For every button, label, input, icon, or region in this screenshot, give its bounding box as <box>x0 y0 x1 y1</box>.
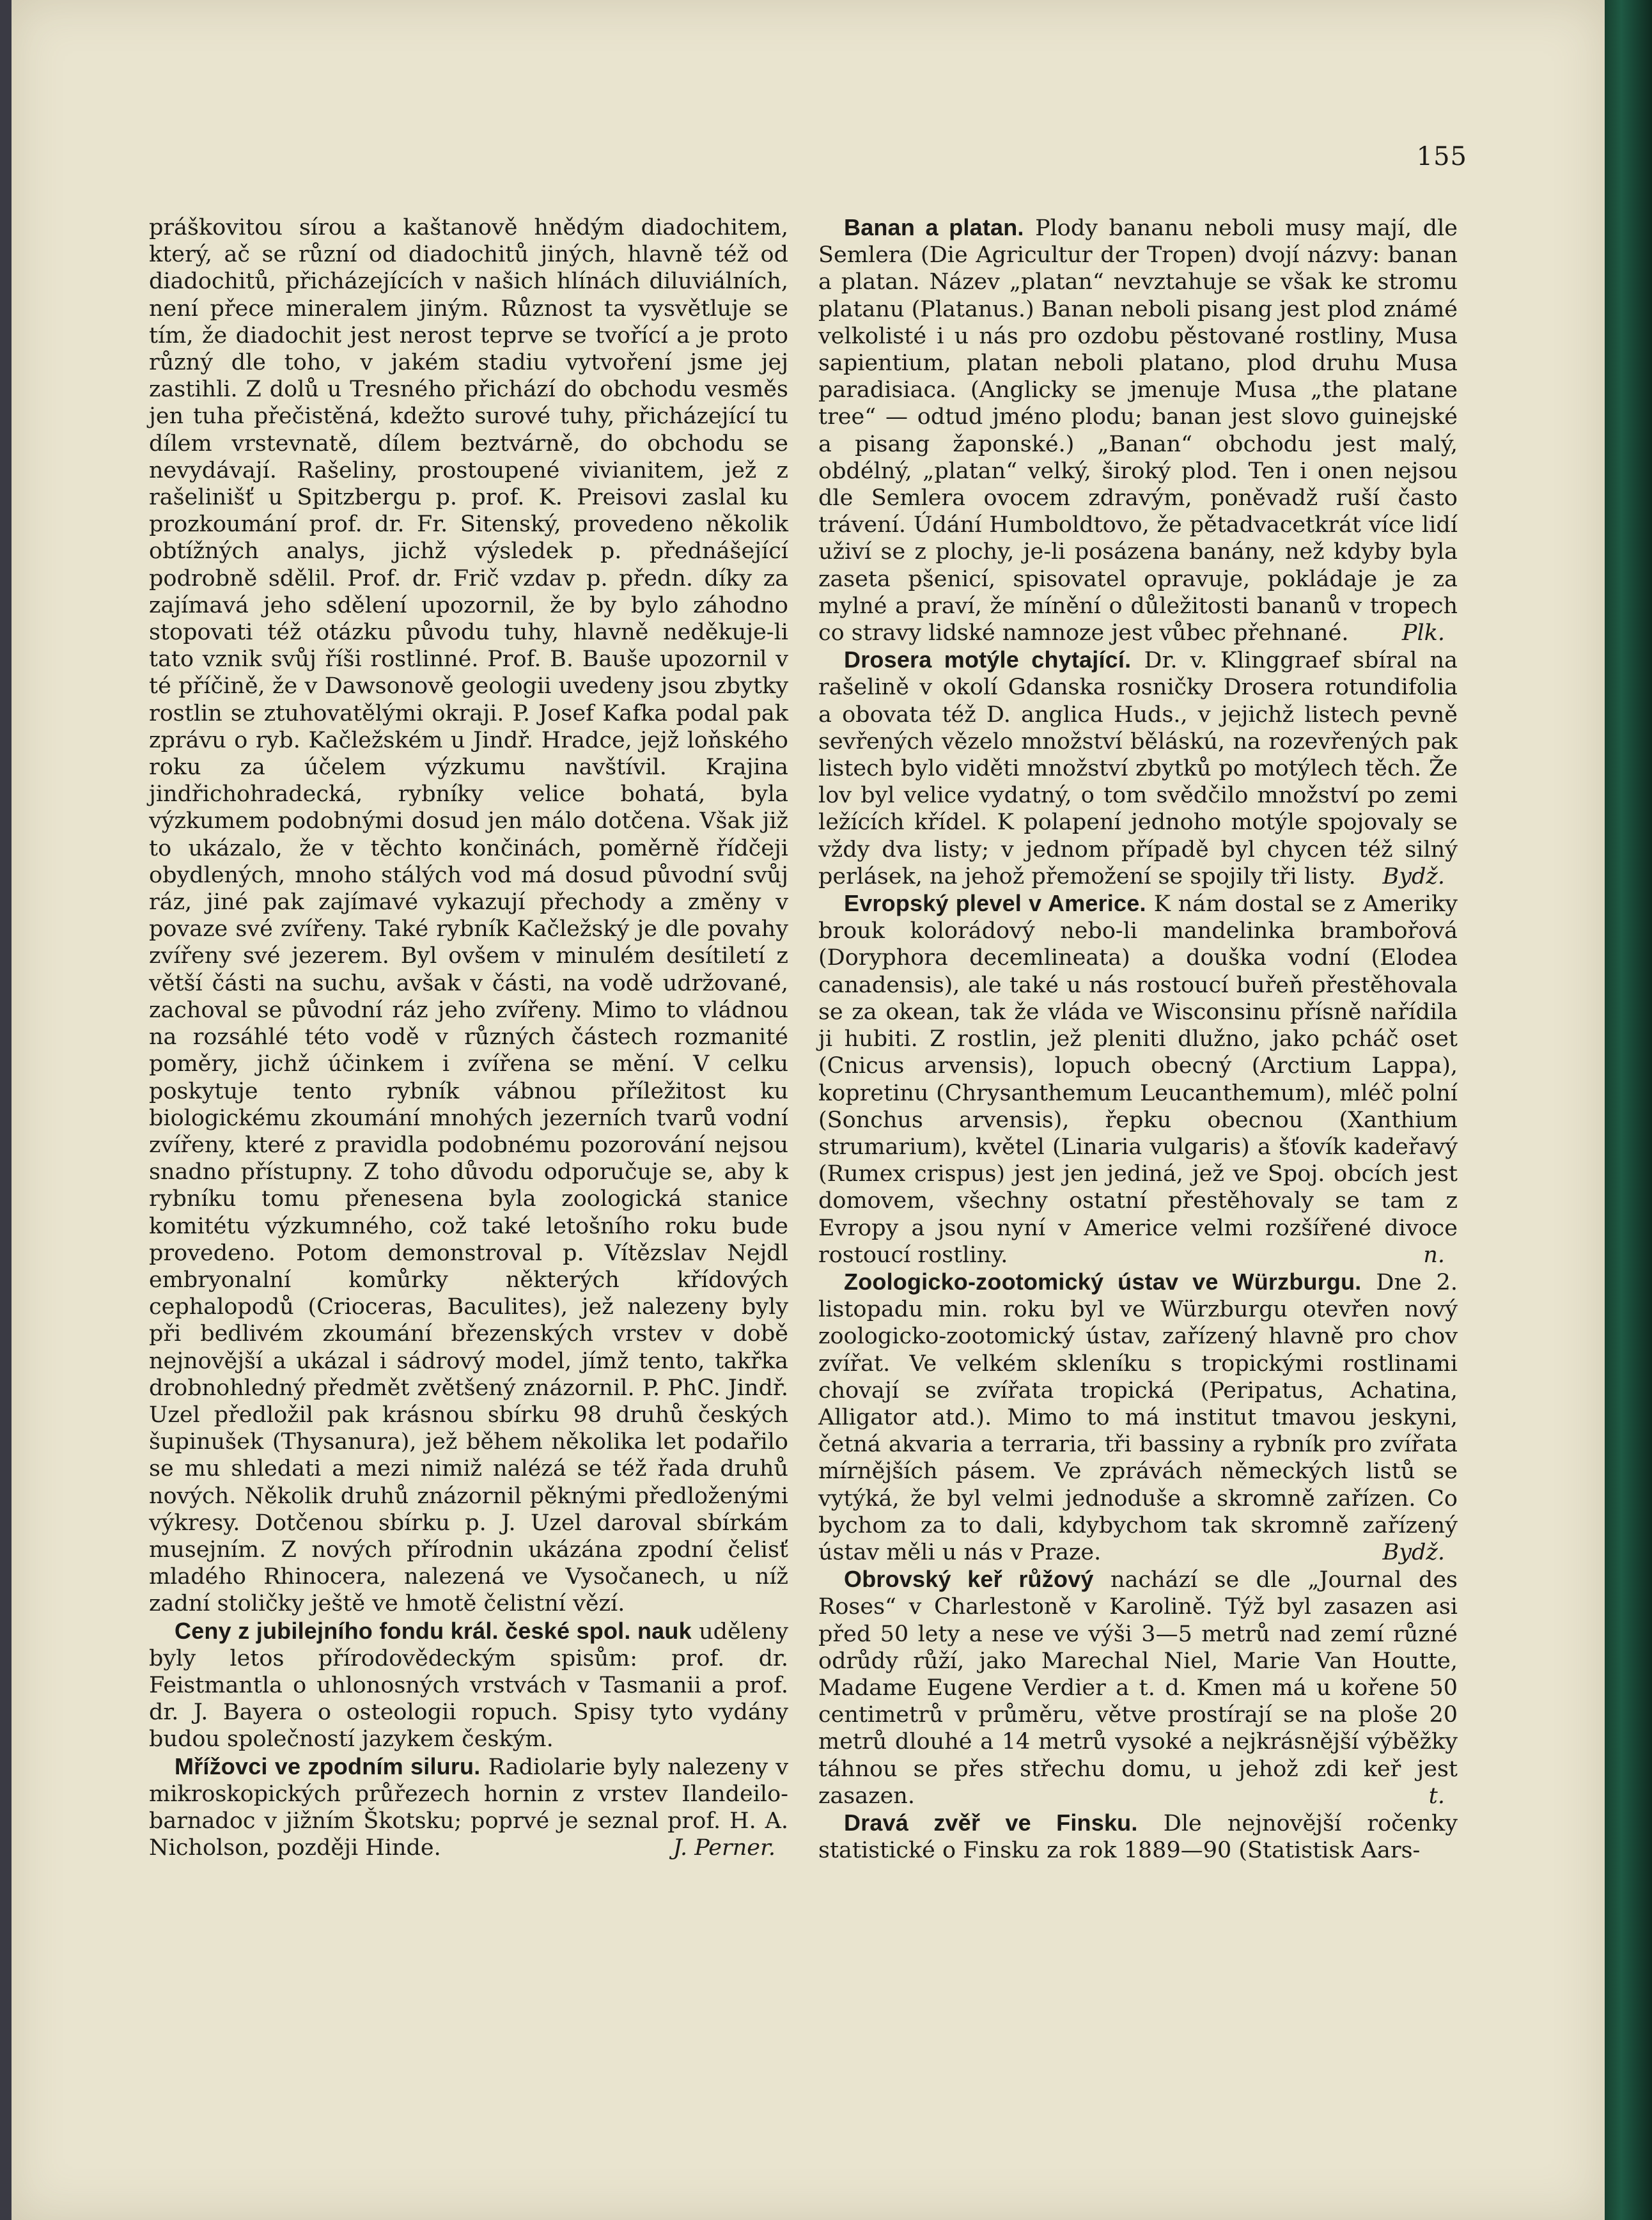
author-signature: Bydž. <box>1382 1539 1445 1565</box>
paragraph-text: Radiolarie byly nalezeny v mikroskopických průřezech hornin z vrstev Ilandeilo-barnadoc v jižním Škotsku; poprvé je seznal prof. H. A. Nicholson, později Hinde. <box>149 1754 788 1861</box>
paragraph-weed-america <box>818 890 1458 1269</box>
paragraph-text: K nám dostal se z Ameriky brouk kolorádový nebo-li mandelinka brambořová (Doryphora decemlineata) a douška vodní (Elodea canadensis), ale také u nás rostoucí buřeň přestěhovala se za okean, tak že vláda ve Wisconsinu přísně nařídila ji hubiti. Z rostlin, jež pleniti dlužno, jako pcháč oset (Cnicus arvensis), lopuch obecný (Arctium Lappa), kopretinu (Chrysanthemum Leucanthemum), mléč polní (Sonchus arvensis), řepku obecnou (Xanthium strumarium), květel (Linaria vulgaris) a šťovík kadeřavý (Rumex crispus) jest jen jediná, jež ve Spoj. obcích jest domovem, všechny ostatní přestěhovaly se tam z Evropy a jsou nyní v Americe velmi rozšířené divoce rostoucí rostliny. <box>818 891 1458 1268</box>
section-heading: Drosera motýle chytající. <box>844 646 1132 673</box>
section-heading: Mřížovci ve zpodním siluru. <box>175 1753 481 1779</box>
scan-edge-right <box>1605 0 1652 2220</box>
paragraph-society-report <box>149 214 788 1618</box>
author-signature: J. Perner. <box>673 1835 775 1861</box>
section-heading: Evropský plevel v Americe. <box>844 890 1146 917</box>
paragraph-drosera <box>818 646 1458 890</box>
paragraph-text: Dne 2. listopadu min. roku byl ve Würzburgu otevřen nový zoologicko-zootomický ústav, zařízený hlavně pro chov zvířat. Ve velkém skleníku s tropickými rostlinami chovají se zvířata tropická (Peripatus, Achatina, Alligator atd.). Mimo to má institut tmavou jeskyni, četná akvaria a terraria, tři bassiny a rybník pro zvířata mírnějších pásem. Ve zprávách německých listů se vytýká, že byl velmi jednoduše a skromně zařízen. Co bychom za to dali, kdybychom tak skromně zařízený ústav měli u nás v Praze. <box>818 1269 1458 1565</box>
author-signature: n. <box>1423 1242 1445 1268</box>
paragraph-jubilee-prizes <box>149 1618 788 1753</box>
section-heading: Obrovský keř růžový <box>844 1566 1094 1593</box>
paragraph-wurzburg <box>818 1269 1458 1566</box>
section-heading: Dravá zvěř ve Finsku. <box>844 1809 1138 1836</box>
author-signature: Bydž. <box>1382 863 1445 889</box>
page-number: 155 <box>1416 142 1467 171</box>
author-signature: t. <box>1428 1783 1445 1809</box>
scan-edge-left <box>0 0 12 2220</box>
paragraph-text: Dr. v. Klinggraef sbíral na rašelině v okolí Gdanska rosničky Drosera rotundifolia a obovata též D. anglica Huds., v jejichž listech pevně sevřených vězelo množství běláskú, na rozevřených pak listech bylo viděti množství zbytků po motýlech těch. Že lov byl velice vydatný, o tom svědčilo množství po zemi ležících křídel. K polapení jednoho motýle spojovaly se vždy dva listy; v jednom případě byl chycen též silný perlásek, na jehož přemožení se spojily tři listy. <box>818 648 1458 889</box>
left-column <box>149 214 788 1861</box>
paragraph-text: Dle nejnovější ročenky statistické o Finsku za rok 1889—90 (Statistisk Aars- <box>818 1810 1458 1864</box>
paragraph-rose-bush <box>818 1566 1458 1810</box>
section-heading: Zoologicko-zootomický ústav ve Würzburgu. <box>844 1268 1362 1295</box>
page <box>12 0 1605 2220</box>
paragraph-finland <box>818 1810 1458 1864</box>
right-column <box>818 214 1458 1864</box>
paragraph-text: Plody bananu neboli musy mají, dle Semlera (Die Agricultur der Tropen) dvojí názvy: banan a platan. Název „platan“ nevztahuje se však ke stromu platanu (Platanus.) Banan neboli pisang jest plod známé velkolisté i u nás pro ozdobu pěstované rostliny, Musa sapientium, platan neboli platano, plod druhu Musa paradisiaca. (Anglicky se jmenuje Musa „the platane tree“ — odtud jméno plodu; banan jest slovo guinejské a pisang žaponské.) „Banan“ obchodu jest malý, obdélný, „platan“ velký, široký plod. Ten i onen nejsou dle Semlera ovocem zdravým, poněvadž ruší často trávení. Údání Humboldtovo, že pětadvacetkrát více lidí uživí se z plochy, je-li posázena banány, než kdyby byla zaseta pšenicí, spisovatel opravuje, pokládaje je za mylné a praví, že mínění o důležitosti bananů v tropech co stravy lidské namnoze jest vůbec přehnané. <box>818 215 1458 646</box>
paragraph-radiolaria <box>149 1753 788 1862</box>
paragraph-text: nachází se dle „Journal des Roses“ v Charlestoně v Karolině. Týž byl zasazen asi před 50 lety a nese ve výši 3—5 metrů nad zemí různé odrůdy růží, jako Marechal Niel, Marie Van Houtte, Madame Eugene Verdier a t. d. Kmen má u kořene 50 centimetrů v průměru, větve prostírají se na ploše 20 metrů dlouhé a 14 metrů vysoké a nejkrásnější výběžky táhnou se přes střechu domu, u jehož zdi keř jest zasazen. <box>818 1567 1458 1809</box>
section-heading: Banan a platan. <box>844 214 1024 240</box>
author-signature: Plk. <box>1401 620 1445 646</box>
paragraph-text: uděleny byly letos přírodovědeckým spisům: prof. dr. Feistmantla o uhlonosných vrstvách v Tasmanii a prof. dr. J. Bayera o osteologii ropuch. Spisy tyto vydány budou společností jazykem českým. <box>149 1618 788 1753</box>
section-heading: Ceny z jubilejního fondu král. české spol. nauk <box>175 1617 692 1644</box>
paragraph-text: práškovitou sírou a kaštanově hnědým diadochitem, který, ač se různí od diadochitů jiných, hlavně též od diadochitů, přicházejících v našich hlínách diluviálních, není přece mineralem jiným. Různost ta vysvětluje se tím, že diadochit jest nerost teprve se tvořící a je proto různý dle toho, v jakém stadiu vytvoření jsme jej zastihli. Z dolů u Tresného přichází do obchodu vesměs jen tuha přečistěná, kdežto surové tuhy, přicházející tu dílem vrstevnatě, dílem beztvárně, do obchodu se nevydávají. Rašeliny, prostoupené vivianitem, jež z rašelinišť u Spitzbergu p. prof. K. Preisovi zaslal ku prozkoumání prof. dr. Fr. Sitenský, provedeno několik obtížných analys, jichž výsledek p. přednášející podrobně sdělil. Prof. dr. Frič vzdav p. předn. díky za zajímavá jeho sdělení upozornil, že by bylo záhodno stopovati též otázku původu tuhy, hlavně neděkuje-li tato vznik svůj říši rostlinné. Prof. B. Bauše upozornil v té příčině, že v Dawsonově geologii uvedeny jsou zbytky rostlin se ztuhovatělými okraji. P. Josef Kafka podal pak zprávu o ryb. Kačležském u Jindř. Hradce, jejž loňského roku za účelem výzkumu navštívil. Krajina jindřichohradecká, rybníky velice bohatá, byla výzkumem podobnými dosud jen málo dotčena. Však již to ukázalo, že v těchto končinách, poměrně řídčeji obydlených, mnoho stálých vod má dosud původní svůj ráz, jiné pak zajímavé vykazují přechody a změny v povaze své zvířeny. Také rybník Kačležský je dle povahy zvířeny své jezerem. Byl ovšem v minulém desítiletí z větší části na suchu, avšak v části, na vodě udržované, zachoval se původní ráz jeho zvířeny. Mimo to vládnou na rozsáhlé této vodě v různých částech rozmanité poměry, jichž účinkem i zvířena se mění. V celku poskytuje tento rybník vábnou příležitost ku biologickému zkoumání mnohých jezerních tvarů vodní zvířeny, které z pravidla podobnému pozorování nejsou snadno přístupny. Z toho důvodu odporučuje se, aby k rybníku tomu přenesena byla zoologická stanice komitétu výzkumného, což také letošního roku bude provedeno. Potom demonstroval p. Vítězslav Nejdl embryonalní komůrky některých křídových cephalopodů (Crioceras, Baculites), jež nalezeny byly při bedlivém zkoumání březenských vrstev v době nejnovější a ukázal i sádrový model, jímž tento, takřka drobnohledný předmět zvětšený znázornil. P. PhC. Jindř. Uzel předložil pak krásnou sbírku 98 druhů českých šupinušek (Thysanura), jež během několika let podařilo se mu shledati a mezi nimiž nalézá se též řada druhů nových. Několik druhů znázornil pěknými předloženými výkresy. Dotčenou sbírku p. J. Uzel daroval sbírkám musejním. Z nových přírodnin ukázána zpodní čelisť mladého Rhinocera, nalezená ve Vysočanech, u níž zadní stoličky ještě ve hmotě čelistní vězí. <box>149 215 788 1617</box>
paragraph-banana <box>818 214 1458 646</box>
